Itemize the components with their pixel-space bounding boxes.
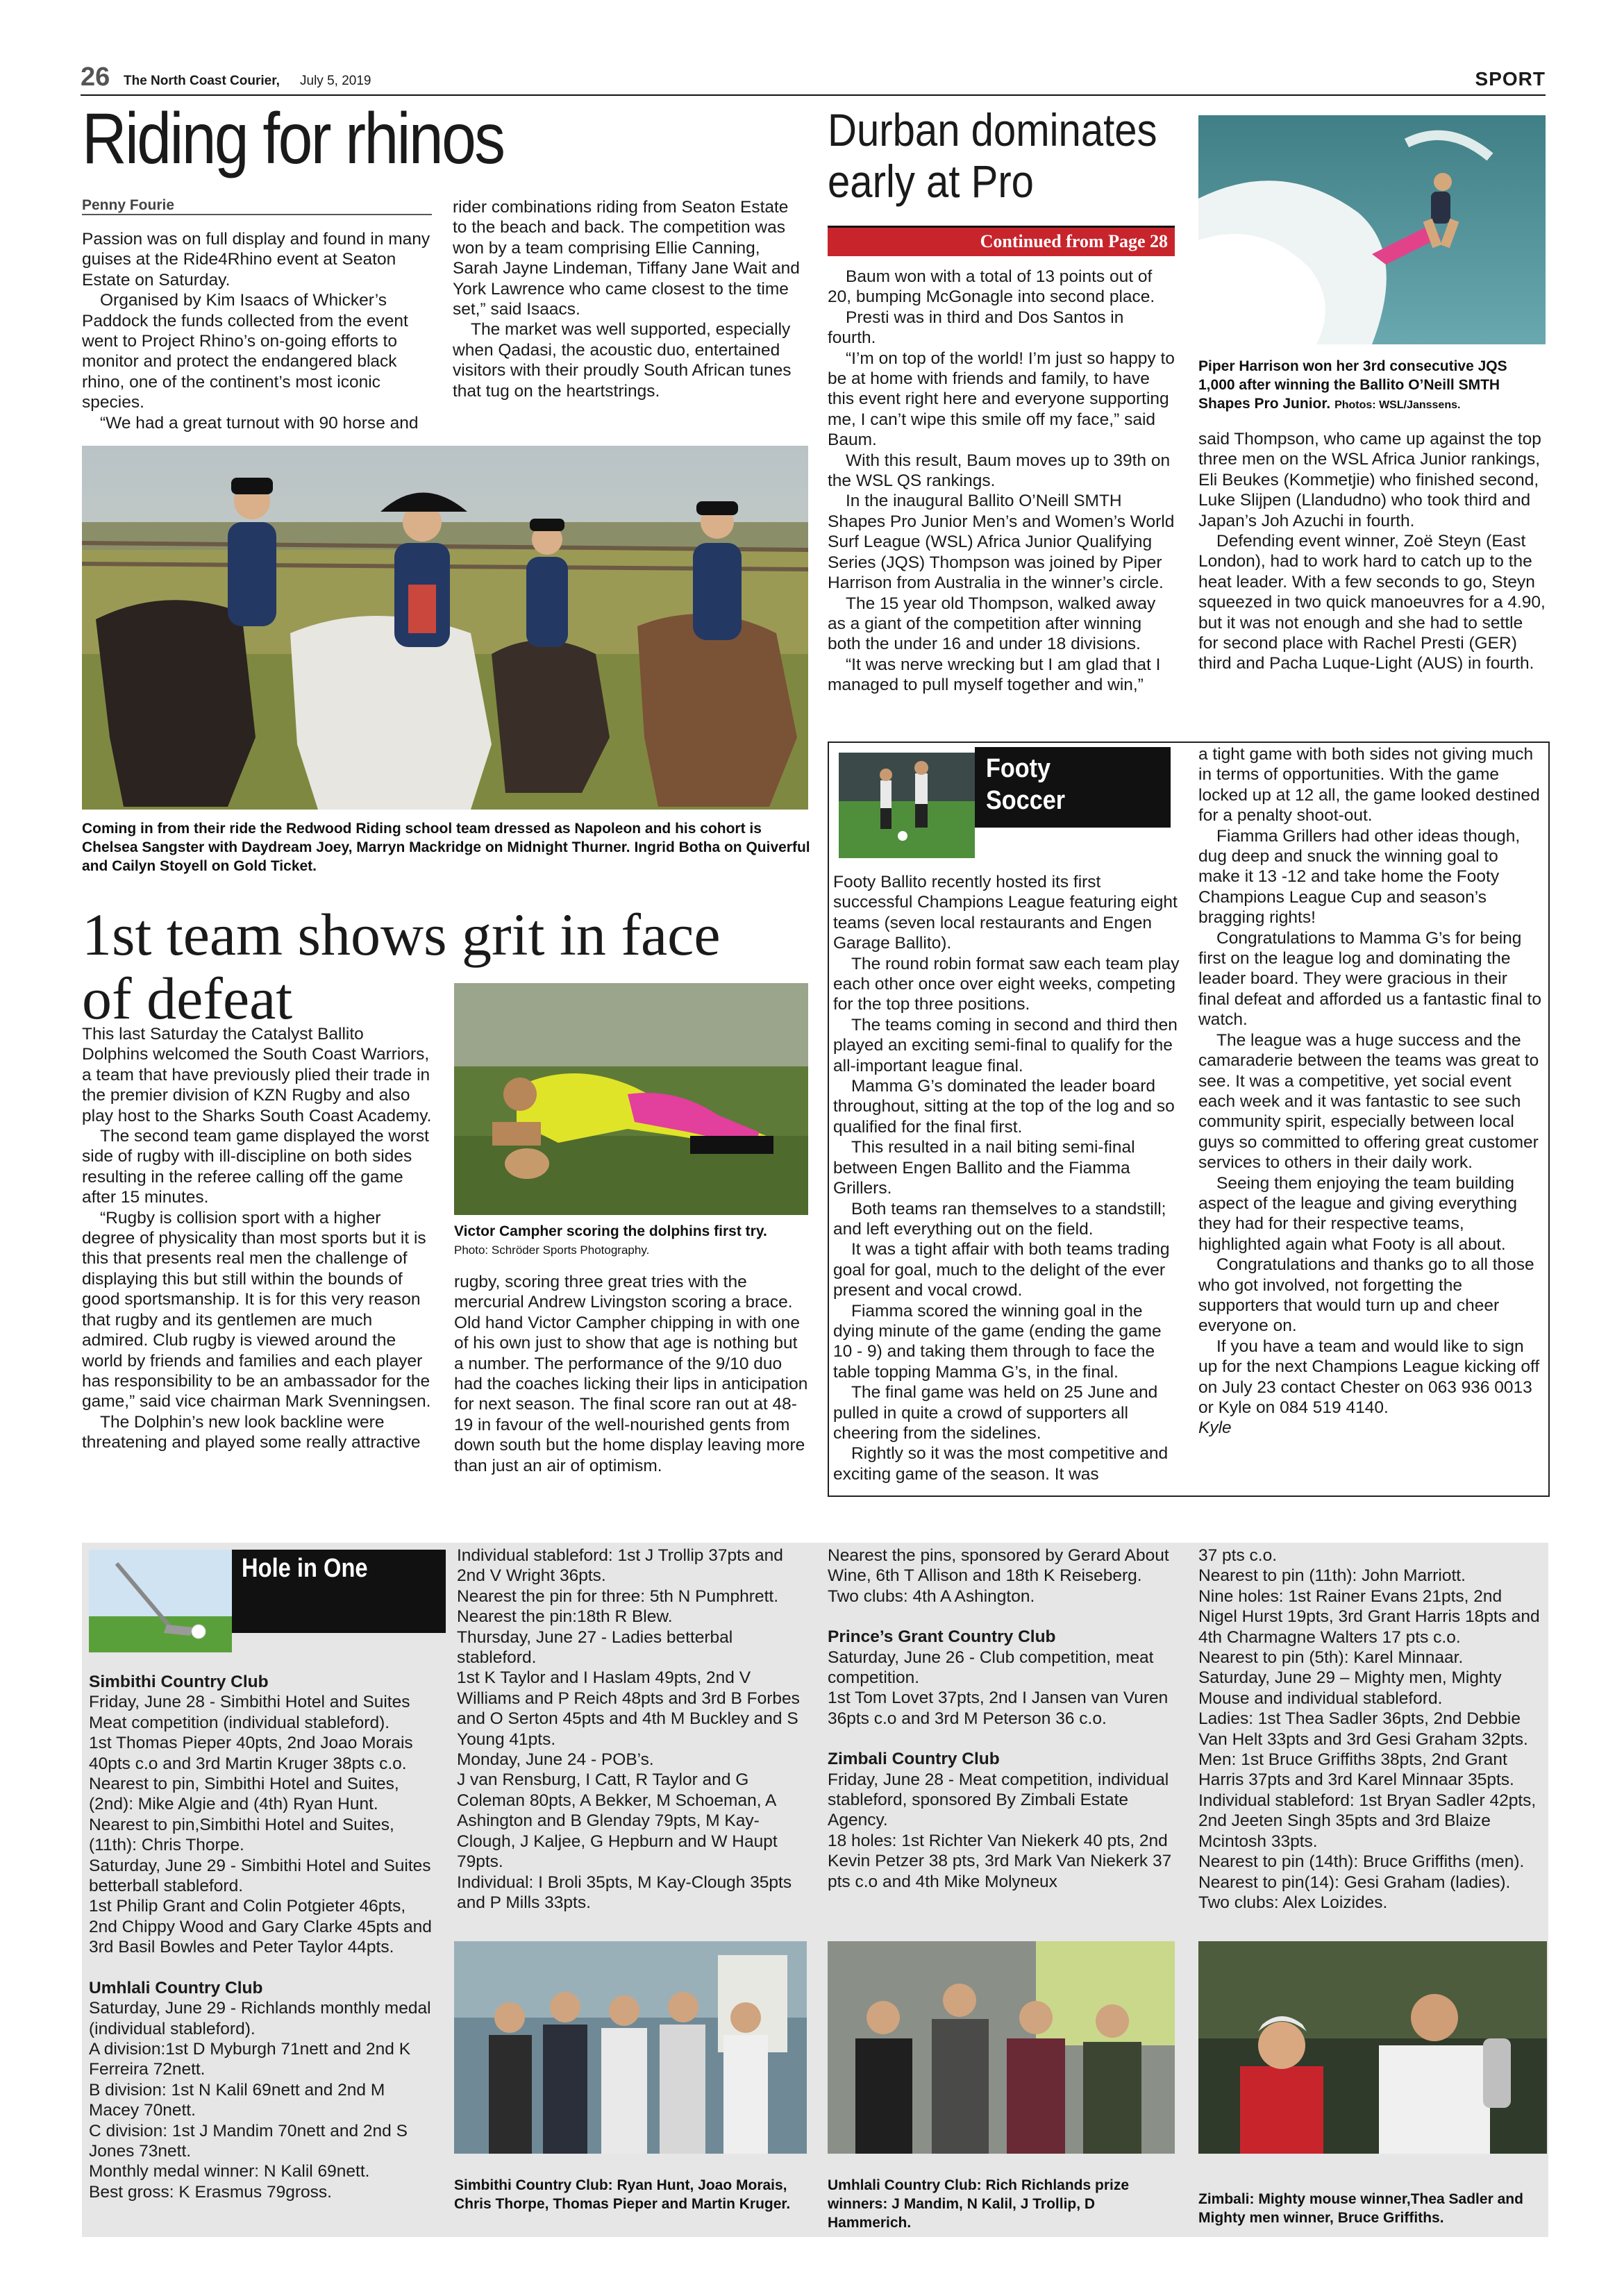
footy-column-2 xyxy=(1198,744,1543,1439)
rugby-caption xyxy=(454,1222,808,1259)
rhinos-caption: Coming in from their ride the Redwood Riding school team dressed as Napoleon and his cohort is Chelsea Sangster with Daydream Joey, Marryn Mackridge on Midnight Thurner. Ingrid Botha on Quiverful and Cailyn Stoyell on Gold Ticket. xyxy=(82,821,810,874)
footy-paragraph: It was a tight affair with both teams trading goal for goal, much to the delight of the ever present and vocal crowd. xyxy=(833,1240,1170,1300)
rhinos-paragraph: Passion was on full display and found in many guises at the Ride4Rhino event at Seaton Estate on Saturday. xyxy=(82,230,430,290)
footy-photo xyxy=(839,753,975,858)
continued-text: Continued from Page 28 xyxy=(980,231,1168,251)
golf-result: Two clubs: Alex Loizides. xyxy=(1198,1893,1388,1912)
durban-paragraph: said Thompson, who came up against the top three men on the WSL Africa Junior rankings, Eli Beukes (Kommetjie) who finished second, Luke Slijpen (Llandudno) who took third and Japan’s Joh Azuchi in fourth. xyxy=(1198,430,1541,530)
footy-title-box xyxy=(975,747,1171,828)
rugby-paragraph: The Dolphin’s new look backline were threatening and played some really attractive xyxy=(82,1412,421,1452)
golf-result: Nearest to pin (11th): John Marriott. xyxy=(1198,1566,1466,1586)
durban-headline-line: early at Pro xyxy=(828,156,1034,207)
golf-result: Nearest to pin,Simbithi Hotel and Suites, (11th): Chris Thorpe. xyxy=(89,1815,394,1855)
durban-paragraph: “I’m on top of the world! I’m just so happy to be at home with friends and family, to have this event right here and everyone supporting me, I can’t wipe this smile off my face,” said Baum. xyxy=(828,349,1175,450)
durban-paragraph: With this result, Baum moves up to 39th on the WSL QS rankings. xyxy=(828,451,1171,491)
footy-paragraph: Rightly so it was the most competitive and exciting game of the season. It was xyxy=(833,1444,1169,1484)
golf-result: Monthly medal winner: N Kalil 69nett. xyxy=(89,2162,370,2181)
surf-photo xyxy=(1198,115,1546,344)
footy-title-line: Soccer xyxy=(986,786,1066,815)
durban-column-1 xyxy=(828,267,1175,696)
golf-result: J van Rensburg, I Catt, R Taylor and G Coleman 80pts, A Bekker, M Schoeman, A Ashington and B Glenday 79pts, M Kay-Clough, J Kaljee, G Hepburn and W Haupt 79pts. xyxy=(457,1770,778,1872)
publication-name: The North Coast Courier, xyxy=(124,74,280,88)
golf-caption-umhlali: Umhlali Country Club: Rich Richlands prize winners: J Mandim, N Kalil, J Trollip, D Hammerich. xyxy=(828,2177,1130,2231)
golf-result: 37 pts c.o. xyxy=(1198,1546,1278,1565)
footy-paragraph: Both teams ran themselves to a standstill; and left everything out on the field. xyxy=(833,1199,1166,1239)
rhinos-photo xyxy=(82,446,808,810)
issue-date: July 5, 2019 xyxy=(300,74,371,88)
folio-rule xyxy=(81,94,1546,96)
golf-result: 18 holes: 1st Richter Van Niekerk 40 pts, 2nd Kevin Petzer 38 pts, 3rd Mark Van Niekerk 37 pts c.o and 4th Mike Molyneux xyxy=(828,1831,1172,1891)
golf-result: A division:1st D Myburgh 71nett and 2nd K Ferreira 72nett. xyxy=(89,2039,411,2079)
footy-paragraph: a tight game with both sides not giving much in terms of opportunities. With the game locked up at 12 all, the game looked destined for a penalty shoot-out. xyxy=(1198,745,1540,826)
page-number: 26 xyxy=(81,62,110,92)
footy-paragraph: The league was a huge success and the camaraderie between the teams was great to see. It was a competitive, yet social event each week and it was fantastic to see such community spirit, especially between local guys so committed to offering great customer services to others in their daily work. xyxy=(1198,1030,1539,1173)
golf-result: B division: 1st N Kalil 69nett and 2nd M Macey 70nett. xyxy=(89,2080,385,2120)
rugby-headline-line: of defeat xyxy=(82,965,293,1032)
durban-paragraph: The 15 year old Thompson, walked away as a giant of the competition after winning both the under 16 and under 18 divisions. xyxy=(828,594,1156,654)
footy-paragraph: Seeing them enjoying the team building aspect of the league and giving everything they had for their respective teams, highlighted again what Footy is all about. xyxy=(1198,1173,1518,1254)
rhinos-column-1 xyxy=(82,229,433,433)
continued-banner xyxy=(828,226,1175,256)
rugby-photo-credit: Photo: Schröder Sports Photography. xyxy=(454,1243,650,1257)
rugby-headline-line: 1st team shows grit in face xyxy=(82,901,721,968)
golf-result: Nine holes: 1st Rainer Evans 21pts, 2nd Nigel Hurst 19pts, 3rd Grant Harris 18pts and 4th Charmagne Walters 17 pts c.o. xyxy=(1198,1586,1540,1647)
golf-result: Saturday, June 29 - Simbithi Hotel and Suites betterball stableford. xyxy=(89,1856,431,1896)
durban-paragraph: Presti was in third and Dos Santos in fourth. xyxy=(828,308,1124,348)
golf-result: Thursday, June 27 - Ladies betterbal stableford. xyxy=(457,1627,733,1668)
golf-result: 1st Tom Lovet 37pts, 2nd I Jansen van Vuren 36pts c.o and 3rd M Peterson 36 c.o. xyxy=(828,1689,1169,1728)
durban-headline xyxy=(828,104,1170,207)
section-label: SPORT xyxy=(1475,68,1546,90)
footy-paragraph: Fiamma Grillers had other ideas though, dug deep and snuck the winning goal to make it 13 -12 and take home the Footy Champions League Cup and season’s bragging rights! xyxy=(1198,826,1521,928)
footy-paragraph: Congratulations to Mamma G’s for being first on the league log and dominating the leader board. They were gracious in their final defeat and afforded us a fantastic final to watch. xyxy=(1198,928,1541,1030)
rugby-paragraph: rugby, scoring three great tries with the mercurial Andrew Livingston scoring a brace. Old hand Victor Campher chipping in with one of his own just to show that age is nothing but a number. The performance of the 9/10 duo had the coaches licking their lips in anticipation for next season. The final score ran out at 48-19 in favour of the well-nourished gents from down south but the home display leaving more than just an air of optimism. xyxy=(454,1273,808,1475)
golf-photo-simbithi xyxy=(454,1941,807,2154)
footy-paragraph: The final game was held on 25 June and pulled in quite a crowd of supporters all cheering from the sidelines. xyxy=(833,1383,1158,1443)
footy-paragraph: This resulted in a nail biting semi-final between Engen Ballito and the Fiamma Grillers. xyxy=(833,1138,1135,1198)
golf-result: Friday, June 28 - Meat competition, individual stableford, sponsored By Zimbali Estate Agency. xyxy=(828,1770,1169,1830)
surf-caption xyxy=(1198,357,1546,414)
rugby-caption-text: Victor Campher scoring the dolphins first try. xyxy=(454,1223,767,1239)
golf-result: Nearest the pin:18th R Blew. xyxy=(457,1607,673,1627)
footy-column-1 xyxy=(833,872,1180,1484)
golf-result: 1st K Taylor and I Haslam 49pts, 2nd V Williams and P Reich 48pts and 3rd B Forbes and O Serton 45pts and 4th M Buckley and S Young 41pts. xyxy=(457,1668,800,1749)
durban-paragraph: Baum won with a total of 13 points out of 20, bumping McGonagle into second place. xyxy=(828,267,1155,307)
golf-caption-zimbali: Zimbali: Mighty mouse winner,Thea Sadler and Mighty men winner, Bruce Griffiths. xyxy=(1198,2191,1523,2226)
rhinos-paragraph: “We had a great turnout with 90 horse and xyxy=(100,413,419,433)
golf-result: Men: 1st Bruce Griffiths 38pts, 2nd Grant Harris 37pts and 3rd Karel Minnaar 35pts. xyxy=(1198,1750,1514,1790)
golf-result: Nearest the pin for three: 5th N Pumphrett. xyxy=(457,1586,779,1606)
golf-title: Hole in One xyxy=(242,1554,368,1583)
golf-result: Nearest to pin (5th): Karel Minnaar. xyxy=(1198,1648,1464,1668)
rugby-paragraph: This last Saturday the Catalyst Ballito Dolphins welcomed the South Coast Warriors, a team that have previously plied their trade in the premier division of KZN Rugby and also play host to the Sharks South Coast Academy. xyxy=(82,1025,432,1125)
surf-photo-credit: Photos: WSL/Janssens. xyxy=(1334,399,1461,411)
golf-club-heading: Zimbali Country Club xyxy=(828,1750,1000,1769)
folio xyxy=(81,62,1546,93)
golf-result: Nearest the pins, sponsored by Gerard About Wine, 6th T Allison and 18th K Reiseberg. xyxy=(828,1546,1169,1586)
footy-paragraph: The teams coming in second and third then played an exciting semi-final to qualify for the all-important league final. xyxy=(833,1015,1178,1075)
footy-paragraph: If you have a team and would like to sign up for the next Champions League kicking off on July 23 contact Chester on 063 936 0013 or Kyle on 084 519 4140. xyxy=(1198,1336,1540,1417)
rugby-paragraph: The second team game displayed the worst side of rugby with ill-discipline on both sides resulting in the referee calling off the game after 15 minutes. xyxy=(82,1127,429,1207)
golf-result: Individual: I Broli 35pts, M Kay-Clough 35pts and P Mills 33pts. xyxy=(457,1872,792,1912)
golf-result: Two clubs: 4th A Ashington. xyxy=(828,1586,1035,1606)
golf-result: Ladies: 1st Thea Sadler 36pts, 2nd Debbie Van Helt 33pts and 3rd Gesi Graham 32pts. xyxy=(1198,1709,1528,1749)
footy-paragraph: The round robin format saw each team play each other once over eight weeks, competing for the top three positions. xyxy=(833,954,1180,1014)
golf-column-4 xyxy=(1198,1545,1543,1913)
durban-paragraph: Defending event winner, Zoë Steyn (East London), had to work hard to catch up to the heat leader. With a few seconds to go, Steyn squeezed in two quick manoeuvres for a 4.90, but it was not enough and she had to settle for second place with Rachel Presti (GER) third and Pacha Luque-Light (AUS) in fourth. xyxy=(1198,532,1546,673)
golf-column-1 xyxy=(89,1672,433,2202)
rugby-photo xyxy=(454,983,808,1215)
footy-paragraph: Mamma G’s dominated the leader board throughout, sitting at the top of the log and so qualified for the final first. xyxy=(833,1077,1175,1137)
golf-result: Friday, June 28 - Simbithi Hotel and Suites Meat competition (individual stableford). xyxy=(89,1693,410,1732)
golf-result: 1st Thomas Pieper 40pts, 2nd Joao Morais 40pts c.o and 3rd Martin Kruger 38pts c.o. xyxy=(89,1734,413,1773)
footy-paragraph: Footy Ballito recently hosted its first successful Champions League featuring eight teams (seven local restaurants and Engen Garage Ballito). xyxy=(833,873,1178,953)
byline-text: Penny Fourie xyxy=(82,197,175,213)
golf-title-box xyxy=(232,1550,446,1633)
footy-paragraph: Congratulations and thanks go to all those who got involved, not forgetting the supporters that would turn up and cheer everyone on. xyxy=(1198,1255,1534,1336)
golf-club-heading: Prince’s Grant Country Club xyxy=(828,1627,1056,1647)
rugby-paragraph: “Rugby is collision sport with a higher degree of physicality than most sports but it is this that presents real men the challenge of displaying this but still within the bounds of good sportsmanship. It is for this very reason that rugby and its gentlemen are much admired. Club rugby is viewed around the world by friends and families and each player has responsibility to be an ambassador for the game,” said vice chairman Mark Svenningsen. xyxy=(82,1208,431,1411)
rhinos-paragraph: The market was well supported, especially when Qadasi, the acoustic duo, entertained visitors with their proudly South African tunes that tug on the heartstrings. xyxy=(453,320,792,401)
golf-result: Best gross: K Erasmus 79gross. xyxy=(89,2182,332,2202)
rhinos-paragraph: rider combinations riding from Seaton Estate to the beach and back. The competition was won by a team comprising Ellie Canning, Sarah Jayne Lindeman, Tiffany Jane Wait and York Lawrence who came closest to the time set,” said Isaacs. xyxy=(453,198,800,319)
golf-result: Monday, June 24 - POB’s. xyxy=(457,1750,654,1770)
golf-club-heading: Simbithi Country Club xyxy=(89,1673,269,1691)
golf-result: Individual stableford: 1st J Trollip 37pts and 2nd V Wright 36pts. xyxy=(457,1546,783,1586)
rugby-column-1 xyxy=(82,1024,433,1453)
footy-paragraph: Fiamma scored the winning goal in the dying minute of the game (ending the game 10 - 9) and taking them through to face the table topping Mamma G’s, in the final. xyxy=(833,1301,1162,1382)
golf-result: Nearest to pin(14): Gesi Graham (ladies). xyxy=(1198,1872,1511,1892)
footy-title-line: Footy xyxy=(986,754,1051,783)
rhinos-paragraph: Organised by Kim Isaacs of Whicker’s Paddock the funds collected from the event went to Project Rhino’s on-going efforts to monitor and protect the endangered black rhino, one of the continent’s most iconic species. xyxy=(82,291,408,412)
golf-result: Saturday, June 29 – Mighty men, Mighty Mouse and individual stableford. xyxy=(1198,1668,1502,1708)
rugby-column-2 xyxy=(454,1272,808,1476)
golf-caption-simbithi: Simbithi Country Club: Ryan Hunt, Joao Morais, Chris Thorpe, Thomas Pieper and Martin Kruger. xyxy=(454,2177,791,2212)
golf-result: 1st Philip Grant and Colin Potgieter 46pts, 2nd Chippy Wood and Gary Clarke 45pts and 3rd Basil Bowles and Peter Taylor 44pts. xyxy=(89,1897,432,1957)
golf-column-3 xyxy=(828,1545,1175,1892)
golf-result: Saturday, June 26 - Club competition, meat competition. xyxy=(828,1648,1154,1688)
durban-paragraph: “It was nerve wrecking but I am glad that I managed to pull myself together and win,” xyxy=(828,655,1161,695)
rhinos-column-2 xyxy=(453,197,805,401)
golf-photo xyxy=(89,1550,232,1652)
golf-column-2 xyxy=(457,1545,804,1913)
golf-club-heading: Umhlali Country Club xyxy=(89,1978,263,1997)
golf-result: Individual stableford: 1st Bryan Sadler 42pts, 2nd Jeeten Singh 35pts and 3rd Blaize Mcintosh 33pts. xyxy=(1198,1791,1537,1851)
durban-paragraph: In the inaugural Ballito O’Neill SMTH Shapes Pro Junior Men’s and Women’s World Surf League (WSL) Africa Junior Qualifying Series (JQS) Thompson was joined by Piper Harrison from Australia in the winner’s circle. xyxy=(828,492,1175,593)
footy-signoff: Kyle xyxy=(1198,1418,1232,1438)
surf-caption-text: Piper Harrison won her 3rd consecutive JQS 1,000 after winning the Ballito O’Neill SMTH Shapes Pro Junior. xyxy=(1198,358,1507,412)
durban-column-2 xyxy=(1198,429,1546,674)
golf-result: Nearest to pin, Simbithi Hotel and Suites, (2nd): Mike Algie and (4th) Ryan Hunt. xyxy=(89,1775,399,1814)
golf-result: Nearest to pin (14th): Bruce Griffiths (men). xyxy=(1198,1852,1525,1872)
golf-result: C division: 1st J Mandim 70nett and 2nd S Jones 73nett. xyxy=(89,2121,408,2161)
golf-photo-umhlali xyxy=(828,1941,1175,2154)
durban-headline-line: Durban dominates xyxy=(828,104,1157,156)
rhinos-byline xyxy=(82,197,432,215)
golf-result: Saturday, June 29 - Richlands monthly medal (individual stableford). xyxy=(89,1999,431,2038)
golf-photo-zimbali xyxy=(1198,1941,1547,2154)
rhinos-headline: Riding for rhinos xyxy=(82,99,504,179)
